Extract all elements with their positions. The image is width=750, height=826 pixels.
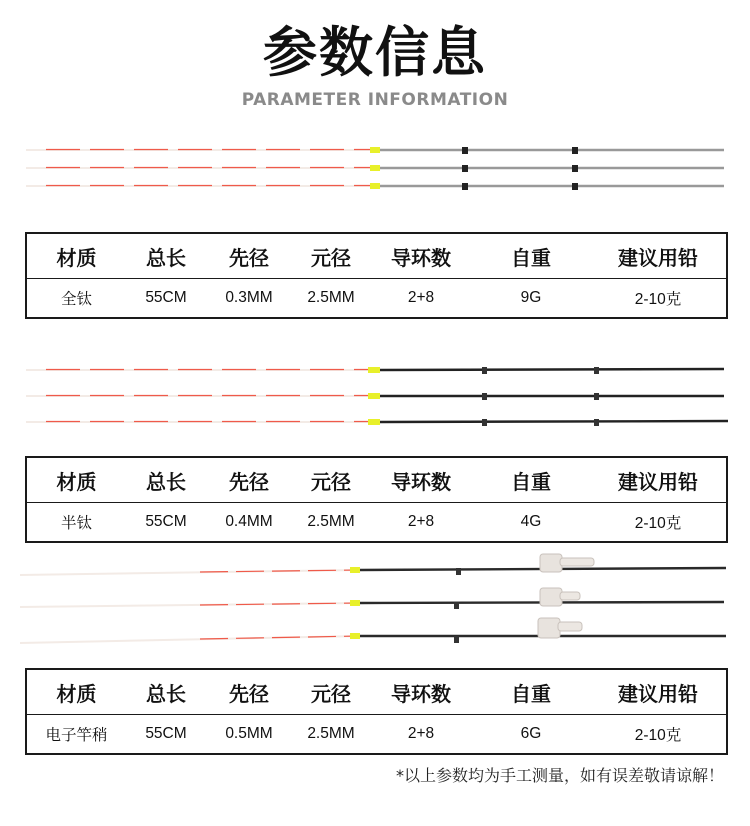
cell-base-diameter: 2.5MM bbox=[307, 513, 355, 530]
cell-weight: 6G bbox=[520, 725, 542, 742]
rod-1 bbox=[26, 147, 724, 154]
col-weight: 自重 bbox=[511, 681, 551, 706]
cell-weight: 9G bbox=[520, 289, 542, 306]
col-sinker: 建议用铅 bbox=[618, 469, 698, 494]
spec-header-row bbox=[26, 233, 727, 279]
spec-table-3 bbox=[25, 668, 728, 755]
rod-illustration-half-titanium bbox=[0, 358, 750, 432]
rod-1 bbox=[20, 554, 726, 575]
col-base-diameter: 元径 bbox=[311, 681, 351, 706]
cell-tip-diameter: 0.3MM bbox=[225, 289, 273, 306]
col-guide-rings: 导环数 bbox=[391, 681, 451, 706]
col-base-diameter: 元径 bbox=[311, 245, 351, 270]
col-sinker: 建议用铅 bbox=[618, 681, 698, 706]
cell-length: 55CM bbox=[145, 513, 187, 530]
col-guide-rings: 导环数 bbox=[391, 469, 451, 494]
col-material: 材质 bbox=[56, 681, 97, 706]
rod-3 bbox=[20, 618, 726, 643]
col-weight: 自重 bbox=[511, 469, 551, 494]
spec-value-row bbox=[26, 503, 727, 543]
measurement-disclaimer: *以上参数均为手工测量，如有误差敬请谅解！ bbox=[395, 766, 724, 785]
col-material: 材质 bbox=[56, 245, 97, 270]
col-material: 材质 bbox=[56, 469, 97, 494]
col-tip-diameter: 先径 bbox=[229, 681, 269, 706]
rod-illustration-titanium bbox=[0, 140, 750, 196]
rod-3 bbox=[26, 183, 724, 190]
cell-sinker: 2-10克 bbox=[634, 291, 682, 308]
col-weight: 自重 bbox=[511, 245, 551, 270]
rod-2 bbox=[20, 588, 724, 609]
spec-header-row bbox=[26, 457, 727, 503]
cell-material: 电子竿稍 bbox=[45, 727, 108, 744]
cell-length: 55CM bbox=[145, 289, 187, 306]
page-subtitle: PARAMETER INFORMATION bbox=[241, 90, 509, 110]
rod-2 bbox=[26, 165, 724, 172]
rod-3 bbox=[26, 419, 728, 426]
spec-header-row bbox=[26, 669, 727, 715]
col-length: 总长 bbox=[146, 469, 186, 494]
spec-table-1 bbox=[25, 232, 728, 319]
col-tip-diameter: 先径 bbox=[229, 245, 269, 270]
spec-value-row bbox=[26, 715, 727, 755]
cell-weight: 4G bbox=[520, 513, 542, 530]
cell-tip-diameter: 0.5MM bbox=[225, 725, 273, 742]
cell-sinker: 2-10克 bbox=[634, 515, 682, 532]
rod-illustration-electronic bbox=[0, 548, 750, 652]
rod-2 bbox=[26, 393, 724, 400]
col-sinker: 建议用铅 bbox=[618, 245, 698, 270]
cell-guide-rings: 2+8 bbox=[407, 289, 435, 306]
spec-table-2 bbox=[25, 456, 728, 543]
col-guide-rings: 导环数 bbox=[391, 245, 451, 270]
col-base-diameter: 元径 bbox=[311, 469, 351, 494]
rod-1 bbox=[26, 367, 724, 374]
cell-material: 半钛 bbox=[60, 515, 92, 532]
cell-base-diameter: 2.5MM bbox=[307, 725, 355, 742]
page-title: 参数信息 bbox=[263, 21, 487, 84]
col-tip-diameter: 先径 bbox=[229, 469, 269, 494]
cell-tip-diameter: 0.4MM bbox=[225, 513, 273, 530]
cell-sinker: 2-10克 bbox=[634, 727, 682, 744]
col-length: 总长 bbox=[146, 681, 186, 706]
col-length: 总长 bbox=[146, 245, 186, 270]
cell-guide-rings: 2+8 bbox=[407, 725, 435, 742]
cell-base-diameter: 2.5MM bbox=[307, 289, 355, 306]
cell-material: 全钛 bbox=[60, 291, 92, 308]
cell-length: 55CM bbox=[145, 725, 187, 742]
spec-value-row bbox=[26, 279, 727, 319]
cell-guide-rings: 2+8 bbox=[407, 513, 435, 530]
